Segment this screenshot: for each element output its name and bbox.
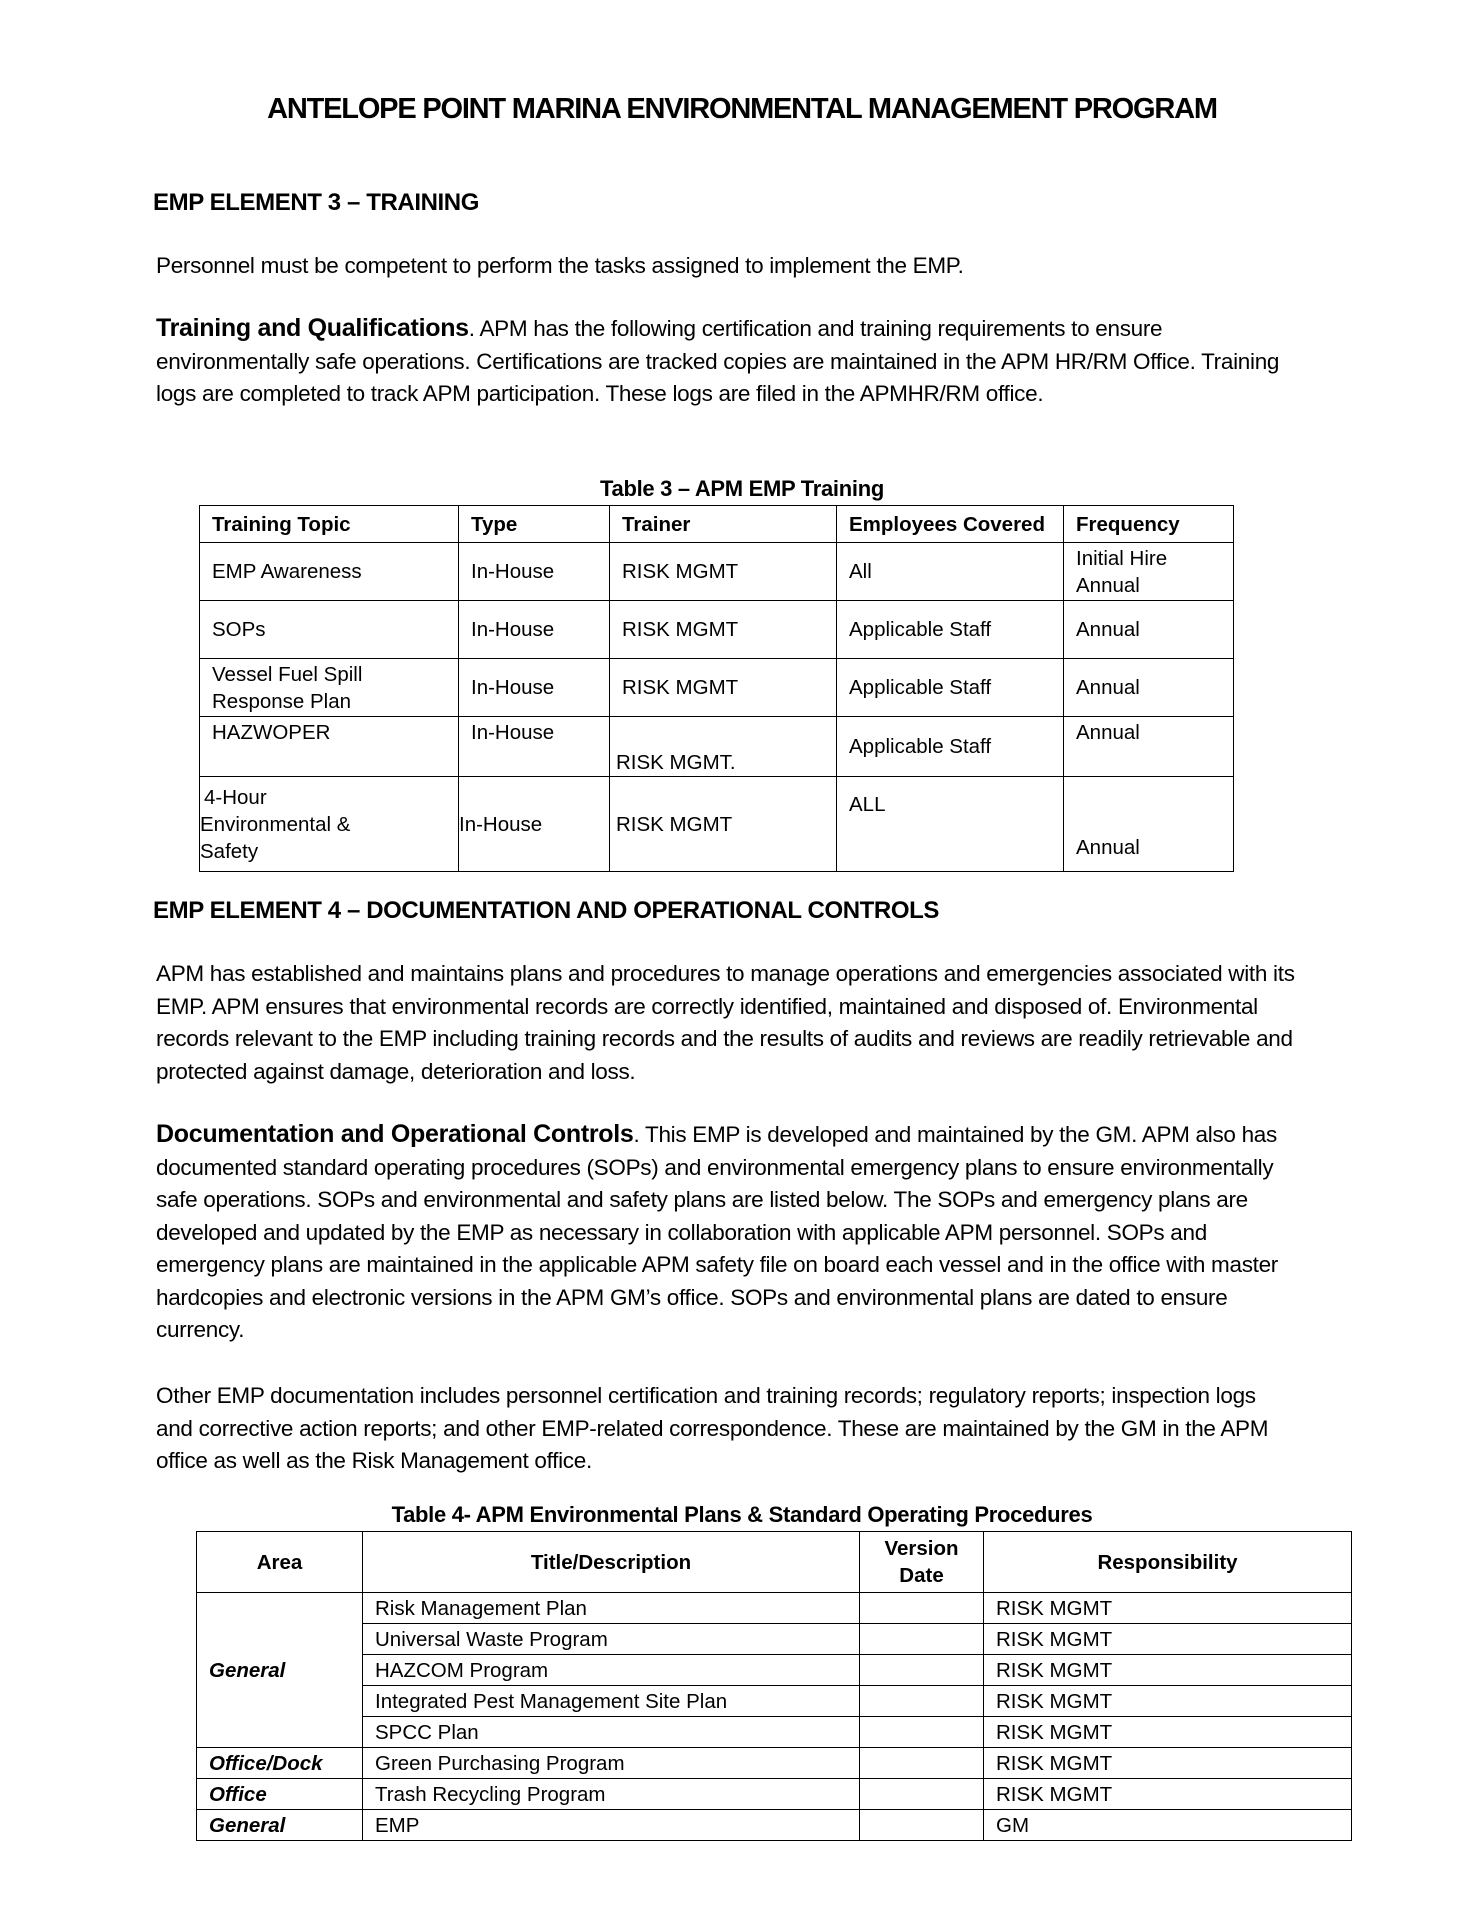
version-cell xyxy=(860,1810,984,1841)
header-area: Area xyxy=(197,1532,363,1593)
table-row xyxy=(200,777,1234,872)
topic-line: 4-Hour xyxy=(204,785,267,809)
training-qualifications-paragraph xyxy=(156,312,1296,411)
frequency-line: Initial Hire xyxy=(1076,546,1168,570)
version-cell xyxy=(860,1717,984,1748)
title-cell: SPCC Plan xyxy=(363,1717,860,1748)
training-qualifications-text: . APM has the following certification and training requirements to ensure environmentally safe operations. Certifications are tracked copies are maintained in the APM HR/RM Office. Training logs are completed to track APM participation. These logs are filed in the APMHR/RM office. xyxy=(156,316,1280,406)
frequency-cell: Annual xyxy=(1064,777,1234,872)
header-trainer: Trainer xyxy=(610,506,837,543)
element3-intro: Personnel must be competent to perform the tasks assigned to implement the EMP. xyxy=(156,253,964,278)
topic-cell: HAZWOPER xyxy=(200,717,459,777)
table-row xyxy=(200,601,1234,659)
employees-cell: ALL xyxy=(837,777,1064,872)
table3-caption: Table 3 – APM EMP Training xyxy=(600,476,884,501)
documentation-controls-text: . This EMP is developed and maintained by the GM. APM also has documented standard operating procedures (SOPs) and environmental emergency plans to ensure environmentally safe operations. SOPs and environmental and safety plans are listed below. The SOPs and emergency plans are developed and updated by the EMP as necessary in collaboration with applicable APM personnel. SOPs and emergency plans are maintained in the applicable APM safety file on board each vessel and in the office with master hardcopies and electronic versions in the APM GM’s office. SOPs and environmental plans are dated to ensure currency. xyxy=(156,1122,1278,1342)
title-cell: HAZCOM Program xyxy=(363,1655,860,1686)
trainer-cell: RISK MGMT. xyxy=(610,717,837,777)
title-cell: Trash Recycling Program xyxy=(363,1779,860,1810)
table-row xyxy=(197,1655,1352,1686)
frequency-line: Annual xyxy=(1076,573,1140,597)
topic-line: Response Plan xyxy=(212,689,352,713)
table4-caption: Table 4- APM Environmental Plans & Standard Operating Procedures xyxy=(391,1502,1093,1527)
version-cell xyxy=(860,1624,984,1655)
frequency-cell xyxy=(1064,543,1234,601)
type-cell: In-House xyxy=(459,777,610,872)
table-row xyxy=(197,1779,1352,1810)
plans-procedures-table xyxy=(196,1531,1352,1841)
version-cell xyxy=(860,1655,984,1686)
topic-cell: EMP Awareness xyxy=(200,543,459,601)
trainer-cell: RISK MGMT xyxy=(610,601,837,659)
employees-cell: Applicable Staff xyxy=(837,601,1064,659)
title-cell: Integrated Pest Management Site Plan xyxy=(363,1686,860,1717)
table-header-row xyxy=(197,1532,1352,1593)
employees-cell: Applicable Staff xyxy=(837,717,1064,777)
responsibility-cell: RISK MGMT xyxy=(984,1624,1352,1655)
responsibility-cell: RISK MGMT xyxy=(984,1779,1352,1810)
responsibility-cell: RISK MGMT xyxy=(984,1655,1352,1686)
title-cell: Risk Management Plan xyxy=(363,1593,860,1624)
table-row xyxy=(200,717,1234,777)
version-cell xyxy=(860,1779,984,1810)
training-table xyxy=(199,505,1234,872)
topic-line: Vessel Fuel Spill xyxy=(212,662,363,686)
area-cell: Office/Dock xyxy=(197,1748,363,1779)
title-cell: EMP xyxy=(363,1810,860,1841)
header-date-line: Date xyxy=(899,1564,944,1587)
header-version-line: Version xyxy=(884,1537,959,1560)
table-row xyxy=(197,1717,1352,1748)
topic-line: Safety xyxy=(200,839,259,863)
topic-cell xyxy=(200,777,459,872)
training-qualifications-lead: Training and Qualifications xyxy=(156,314,469,342)
table-row xyxy=(197,1748,1352,1779)
table-row xyxy=(200,659,1234,717)
responsibility-cell: RISK MGMT xyxy=(984,1593,1352,1624)
type-cell: In-House xyxy=(459,543,610,601)
header-responsibility: Responsibility xyxy=(984,1532,1352,1593)
table-row xyxy=(197,1593,1352,1624)
type-cell: In-House xyxy=(459,717,610,777)
header-version-date xyxy=(860,1532,984,1593)
table-row xyxy=(200,543,1234,601)
employees-cell: All xyxy=(837,543,1064,601)
frequency-cell: Annual xyxy=(1064,601,1234,659)
element4-paragraph-3: Other EMP documentation includes personnel certification and training records; regulatory reports; inspection logs and corrective action reports; and other EMP-related correspondence. These are maintained by the GM in the APM office as well as the Risk Management office. xyxy=(156,1383,1269,1473)
responsibility-cell: GM xyxy=(984,1810,1352,1841)
version-cell xyxy=(860,1686,984,1717)
trainer-cell: RISK MGMT xyxy=(610,659,837,717)
title-cell: Universal Waste Program xyxy=(363,1624,860,1655)
topic-line: Environmental & xyxy=(200,812,351,836)
responsibility-cell: RISK MGMT xyxy=(984,1686,1352,1717)
topic-cell: SOPs xyxy=(200,601,459,659)
topic-cell xyxy=(200,659,459,717)
trainer-cell: RISK MGMT xyxy=(610,777,837,872)
element4-heading: EMP ELEMENT 4 – DOCUMENTATION AND OPERATIONAL CONTROLS xyxy=(153,897,939,924)
frequency-cell: Annual xyxy=(1064,717,1234,777)
header-employees-covered: Employees Covered xyxy=(837,506,1064,543)
area-cell: General xyxy=(197,1593,363,1748)
table-row xyxy=(197,1624,1352,1655)
table-row xyxy=(197,1810,1352,1841)
table-header-row xyxy=(200,506,1234,543)
element4-paragraph-1: APM has established and maintains plans and procedures to manage operations and emergencies associated with its EMP. APM ensures that environmental records are correctly identified, maintained and disposed of. Environmental records relevant to the EMP including training records and the results of audits and reviews are readily retrievable and protected against damage, deterioration and loss. xyxy=(156,961,1295,1084)
area-cell: Office xyxy=(197,1779,363,1810)
type-cell: In-House xyxy=(459,601,610,659)
title-cell: Green Purchasing Program xyxy=(363,1748,860,1779)
document-title: ANTELOPE POINT MARINA ENVIRONMENTAL MANAGEMENT PROGRAM xyxy=(267,93,1217,125)
trainer-cell: RISK MGMT xyxy=(610,543,837,601)
version-cell xyxy=(860,1593,984,1624)
header-frequency: Frequency xyxy=(1064,506,1234,543)
documentation-controls-paragraph xyxy=(156,1118,1296,1347)
documentation-controls-lead: Documentation and Operational Controls xyxy=(156,1120,634,1148)
element3-heading: EMP ELEMENT 3 – TRAINING xyxy=(153,189,480,216)
table-row xyxy=(197,1686,1352,1717)
header-type: Type xyxy=(459,506,610,543)
responsibility-cell: RISK MGMT xyxy=(984,1748,1352,1779)
area-cell: General xyxy=(197,1810,363,1841)
frequency-cell: Annual xyxy=(1064,659,1234,717)
version-cell xyxy=(860,1748,984,1779)
header-title-description: Title/Description xyxy=(363,1532,860,1593)
type-cell: In-House xyxy=(459,659,610,717)
header-training-topic: Training Topic xyxy=(200,506,459,543)
responsibility-cell: RISK MGMT xyxy=(984,1717,1352,1748)
employees-cell: Applicable Staff xyxy=(837,659,1064,717)
